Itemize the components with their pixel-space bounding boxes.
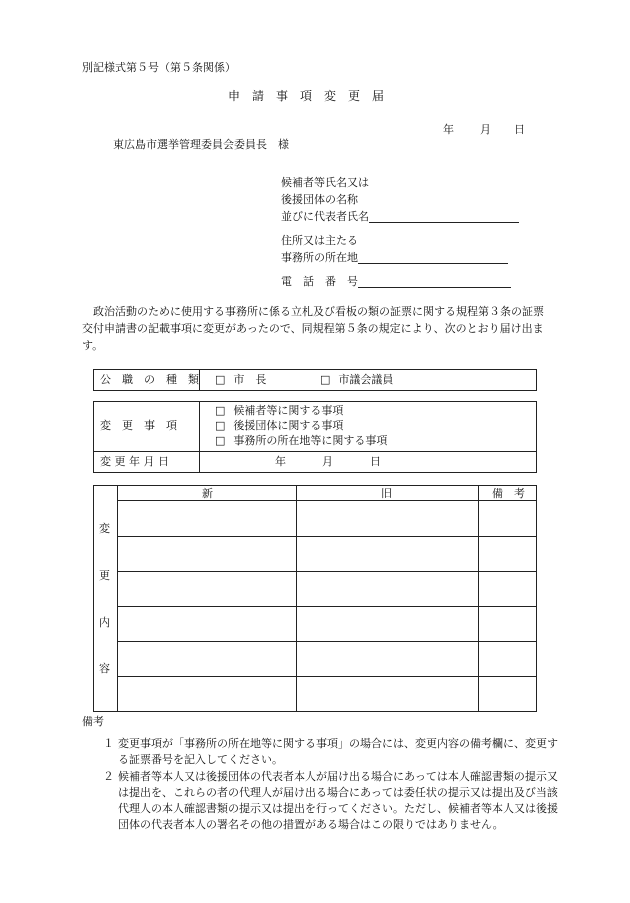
name-field[interactable] <box>281 210 519 223</box>
notes-heading: 備考 <box>82 715 104 728</box>
note-text: 変更事項が「事務所の所在地等に関する事項」の場合には、変更内容の備考欄に、変更する証票番号を記入してください。 <box>118 737 558 766</box>
change-items-label: 変 更 事 項 <box>100 419 177 432</box>
address-label-2: 事務所の所在地 <box>281 251 358 264</box>
office-type-label: 公 職 の 種 類 <box>100 373 199 386</box>
form-reference: 別記様式第５号（第５条関係） <box>82 61 236 74</box>
side-label-char: 変 <box>99 522 110 535</box>
phone-field[interactable] <box>281 275 511 288</box>
address-input-line[interactable] <box>358 251 508 264</box>
form-title: 申 請 事 項 変 更 届 <box>228 89 385 103</box>
support-group-checkbox-icon[interactable]: □ <box>215 419 226 432</box>
header-old: 旧 <box>381 487 392 500</box>
note-number: ２ <box>103 770 114 783</box>
change-option-office-location[interactable] <box>215 434 387 447</box>
change-option-support-group[interactable] <box>215 419 343 432</box>
note-text: 候補者等本人又は後援団体の代表者本人が届け出る場合にあっては本人確認書類の提示又は提出を、これらの者の代理人が届け出る場合にあっては委任状の提示又は提出及び当該代理人の本人確認書類の提示又は提出を行ってください。ただし、候補者等本人又は後援団体の代表者本人の署名その他の措置がある場合はこの限りではありません。 <box>118 770 558 831</box>
candidate-checkbox-icon[interactable]: □ <box>215 404 226 417</box>
name-label-2: 後援団体の名称 <box>281 193 358 206</box>
addressee: 東広島市選挙管理委員会委員長 様 <box>113 138 289 151</box>
date-day: 日 <box>514 123 525 136</box>
date-year: 年 <box>443 123 454 136</box>
mayor-option-label: 市 長 <box>233 373 267 386</box>
mayor-checkbox-icon[interactable]: □ <box>215 373 226 386</box>
office-option-council[interactable] <box>320 373 393 386</box>
header-remarks: 備 考 <box>492 487 525 500</box>
phone-label: 電 話 番 号 <box>281 275 358 288</box>
change-option-label: 後援団体に関する事項 <box>233 419 344 432</box>
body-text: 政治活動のために使用する事務所に係る立札及び看板の類の証票に関する規程第３条の証票交付申請書の記載事項に変更があったので、同規程第５条の規定により、次のとおり届け出ます。 <box>82 305 544 352</box>
note-number: １ <box>103 737 114 750</box>
change-option-label: 事務所の所在地等に関する事項 <box>233 434 388 447</box>
change-option-candidate[interactable] <box>215 404 343 417</box>
name-input-line[interactable] <box>369 210 519 223</box>
council-option-label: 市議会議員 <box>338 373 394 386</box>
name-label-1: 候補者等氏名又は <box>281 176 369 189</box>
change-date-day: 日 <box>370 455 381 468</box>
side-label-char: 容 <box>99 662 110 675</box>
side-label-char: 内 <box>99 616 110 629</box>
side-label-char: 更 <box>99 569 110 582</box>
name-label-3: 並びに代表者氏名 <box>281 210 369 223</box>
address-label-1: 住所又は主たる <box>281 234 358 247</box>
office-option-mayor[interactable] <box>215 373 266 386</box>
change-date-month: 月 <box>322 455 333 468</box>
address-field[interactable] <box>281 251 508 264</box>
council-checkbox-icon[interactable]: □ <box>320 373 331 386</box>
header-new: 新 <box>202 487 213 500</box>
office-location-checkbox-icon[interactable]: □ <box>215 434 226 447</box>
phone-input-line[interactable] <box>358 275 511 288</box>
change-date-label: 変 更 年 月 日 <box>100 455 169 468</box>
date-month: 月 <box>480 123 491 136</box>
change-option-label: 候補者等に関する事項 <box>233 404 344 417</box>
change-date-year: 年 <box>275 455 286 468</box>
